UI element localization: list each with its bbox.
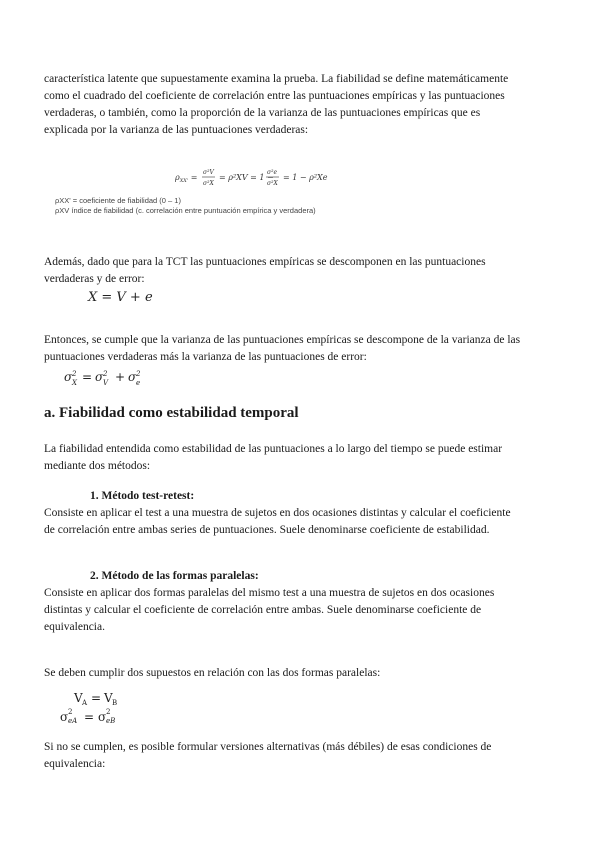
svg-text:σ²e: σ²e <box>267 169 278 176</box>
svg-text:=: = <box>82 370 93 384</box>
reliability-formula <box>175 163 435 191</box>
svg-text:σ²X: σ²X <box>203 180 214 187</box>
svg-text:2: 2 <box>103 370 108 378</box>
svg-text:V: V <box>103 379 109 387</box>
variance-formula <box>62 366 172 393</box>
svg-text:σ: σ <box>95 370 104 384</box>
svg-text:2: 2 <box>136 370 141 378</box>
svg-text:X: X <box>72 379 77 387</box>
si-no-paragraph: Si no se cumplen, es posible formular versiones alternativas (más débiles) de esas condiciones de equivalencia: <box>44 741 492 770</box>
svg-text:V: V <box>74 691 83 705</box>
formas-paralelas-description: Consiste en aplicar dos formas paralelas del mismo test a una muestra de sujetos en dos ocasiones distintas y calcular el coeficiente de correlación entre ambas. Suele denominarse coeficiente de equivalencia. <box>44 587 495 633</box>
svg-text:eA: eA <box>68 717 78 725</box>
svg-text:ρXX' =: $\rho_{XX'}$ = <box>175 173 198 184</box>
supuestos-paragraph: Se deben cumplir dos supuestos en relación con las dos formas paralelas: <box>44 667 381 679</box>
entonces-paragraph: Entonces, se cumple que la varianza de las puntuaciones empíricas se descompone de la varianza de las puntuaciones verdaderas más la varianza de las puntuaciones de error: <box>44 334 521 363</box>
svg-text:B: B <box>112 699 118 707</box>
formula-note-2: ρXV índice de fiabilidad (c. correlación entre puntuación empírica y verdadera) <box>55 206 316 215</box>
parallel-forms-formulas <box>58 688 158 733</box>
method-test-retest-heading: 1. Método test-retest: <box>90 490 195 502</box>
svg-text:= ρ²XV = 1 −: = ρ²XV = 1 − <box>219 173 274 182</box>
fiabilidad-estabilidad-paragraph: La fiabilidad entendida como estabilidad de las puntuaciones a lo largo del tiempo se puede estimar mediante dos métodos: <box>44 443 503 472</box>
parallel-forms-graphic <box>58 688 158 728</box>
reliability-formula-graphic <box>175 163 435 191</box>
ademas-paragraph: Además, dado que para la TCT las puntuaciones empíricas se descomponen en las puntuaciones verdaderas y de error: <box>44 256 486 285</box>
svg-text:σ: σ <box>128 370 137 384</box>
svg-text:2: 2 <box>68 708 73 716</box>
formula-note-1: ρXX' = coeficiente de fiabilidad (0 – 1) <box>55 196 181 205</box>
svg-text:2: 2 <box>106 708 111 716</box>
svg-text:σ²X: σ²X <box>267 180 278 187</box>
svg-text:2: 2 <box>72 370 77 378</box>
svg-text:σ: σ <box>98 710 107 724</box>
svg-text:σ: σ <box>64 370 73 384</box>
svg-text:= 1 − ρ²Xe: = 1 − ρ²Xe <box>283 173 328 182</box>
svg-text:V: V <box>104 691 113 705</box>
intro-paragraph: característica latente que supuestamente examina la prueba. La fiabilidad se define matemáticamente como el cuadrado del coeficiente de correlación entre las puntuaciones empíricas y las puntuaciones verdaderas, o también, como la proporción de la varianza de las puntuaciones empíricas que es explicada por la varianza de las puntuaciones verdaderas: <box>44 73 509 136</box>
svg-text:σ: σ <box>60 710 69 724</box>
svg-text:=: = <box>84 710 95 724</box>
svg-text:A: A <box>82 699 88 707</box>
method-formas-paralelas-heading: 2. Método de las formas paralelas: <box>90 570 259 582</box>
svg-text:e: e <box>136 379 141 387</box>
svg-text:+: + <box>115 370 126 384</box>
test-retest-description: Consiste en aplicar el test a una muestra de sujetos en dos ocasiones distintas y calcular el coeficiente de correlación entre ambas series de puntuaciones. Suele denominarse coeficiente de estabilidad. <box>44 507 511 536</box>
section-a-heading: a. Fiabilidad como estabilidad temporal <box>44 405 299 421</box>
decomposition-formula: X = V + e <box>88 290 153 305</box>
svg-text:σ²V: σ²V <box>203 169 214 176</box>
svg-text:eB: eB <box>106 717 116 725</box>
svg-text:=: = <box>91 691 102 705</box>
variance-formula-graphic <box>62 366 172 388</box>
